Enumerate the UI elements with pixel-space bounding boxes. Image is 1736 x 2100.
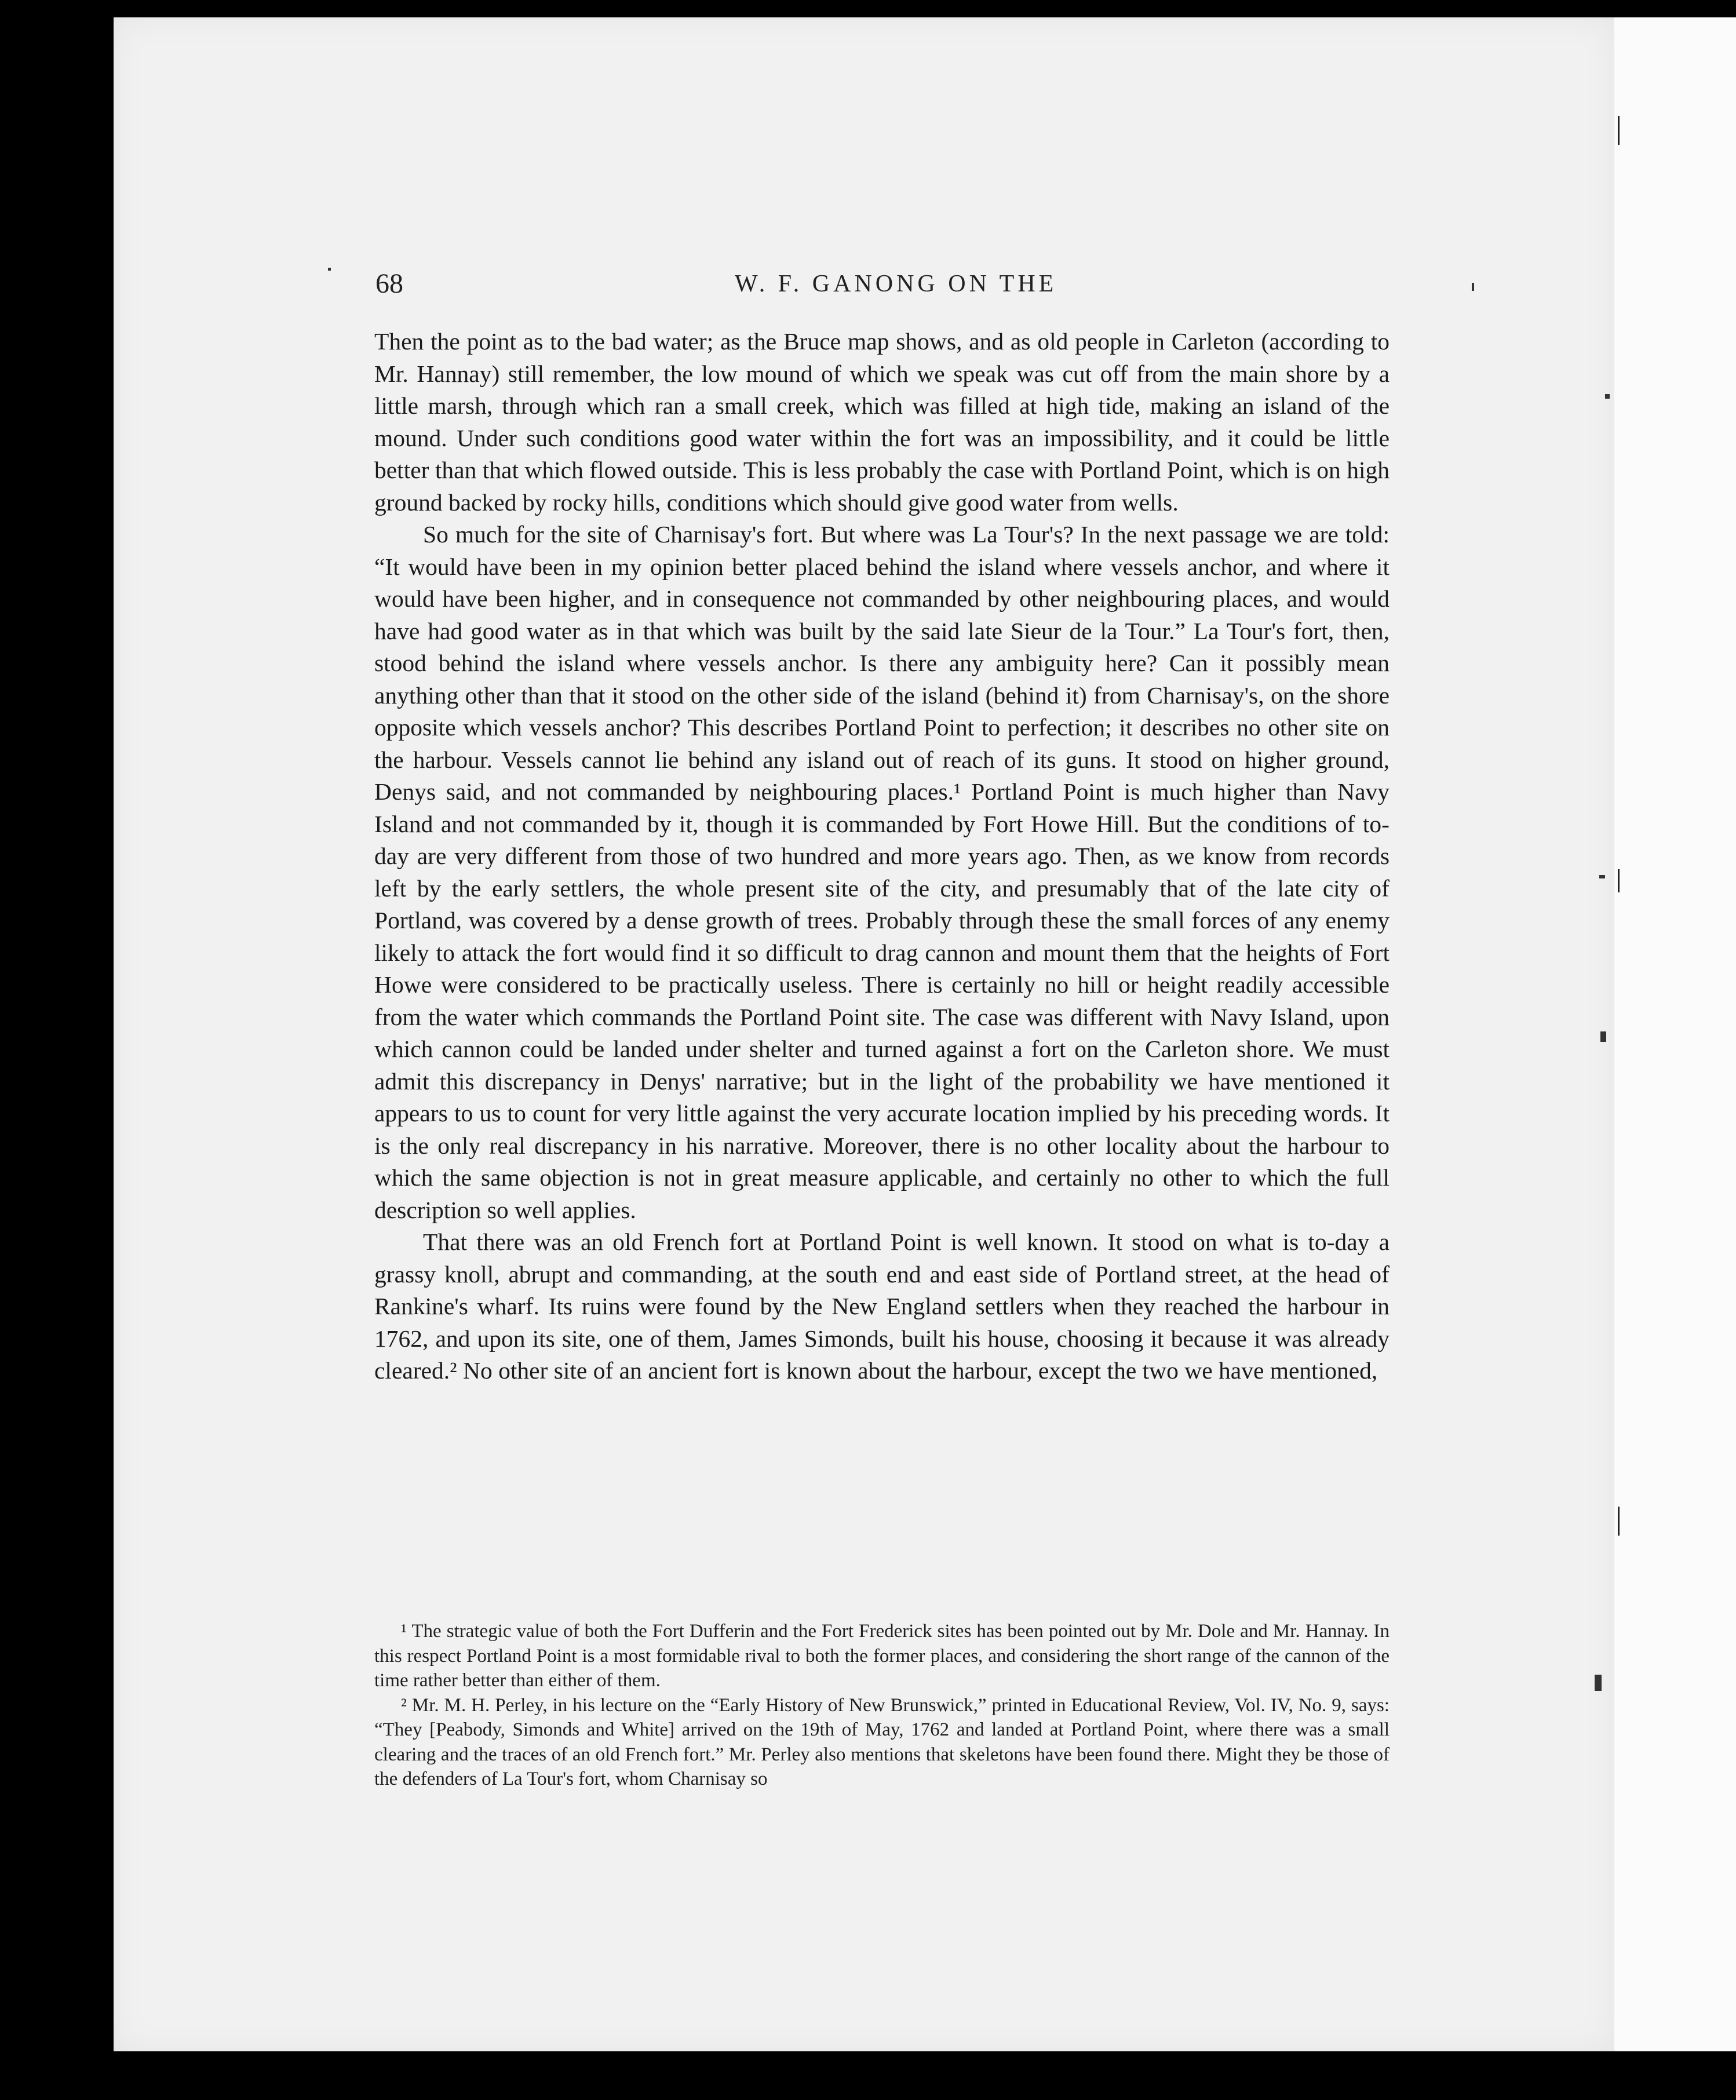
body-text — [374, 326, 1389, 1387]
scan-border-top — [0, 0, 1736, 17]
page-header — [375, 268, 1389, 302]
scan-speck — [1472, 283, 1474, 291]
right-edge-mark — [1618, 1507, 1620, 1536]
scan-border-bottom — [0, 2051, 1736, 2100]
paragraph: Then the point as to the bad water; as the Bruce map shows, and as old people in Carleton (according to Mr. Hannay) still remember, the low mound of which we speak was cut off from the main shore by a little marsh, through which ran a small creek, which was filled at high tide, making an island of the mound. Under such conditions good water within the fort was an impossibility, and it could be little better than that which flowed outside. This is less probably the case with Portland Point, which is on high ground backed by rocky hills, conditions which should give good water from wells. — [374, 328, 1389, 516]
scan-speck — [1605, 394, 1610, 399]
footnote: ² Mr. M. H. Perley, in his lecture on the “Early History of New Brunswick,” printed in Educational Review, Vol. IV, No. 9, says: “They [Peabody, Simonds and White] arrived on the 19th of May, 1762 and landed at Portland Point, where there was a small clearing and the traces of an old French fort.” Mr. Perley also mentions that skeletons have been found there. Might they be those of the defenders of La Tour's fort, whom Charnisay so — [374, 1694, 1389, 1789]
right-edge-mark — [1618, 869, 1620, 892]
footnotes — [374, 1619, 1389, 1792]
scan-speck — [1595, 1675, 1602, 1691]
scan-border-left — [0, 0, 114, 2100]
page-number: 68 — [375, 268, 403, 299]
right-edge-mark — [1618, 116, 1620, 145]
scan-speck — [1600, 1031, 1606, 1042]
scan-speck — [328, 268, 331, 271]
scan-speck — [1599, 875, 1605, 878]
footnote: ¹ The strategic value of both the Fort Dufferin and the Fort Frederick sites has been pointed out by Mr. Dole and Mr. Hannay. In this respect Portland Point is a most formidable rival to both the former places, and considering the short range of the cannon of the time rather better than either of them. — [374, 1621, 1389, 1691]
scan-margin-right — [1614, 17, 1736, 2051]
paragraph: So much for the site of Charnisay's fort. But where was La Tour's? In the next passage we are told: “It would have been in my opinion better placed behind the island where vessels anchor, and where it would have been higher, and in consequence not commanded by other neighbouring places, and would have had good water as in that which was built by the said late Sieur de la Tour.” La Tour's fort, then, stood behind the island where vessels anchor. Is there any ambiguity here? Can it possibly mean anything other than that it stood on the other side of the island (behind it) from Charnisay's, on the shore opposite which vessels anchor? This describes Portland Point to perfection; it describes no other site on the harbour. Vessels cannot lie behind any island out of reach of its guns. It stood on higher ground, Denys said, and not commanded by neighbouring places.¹ Portland Point is much higher than Navy Island and not commanded by it, though it is commanded by Fort Howe Hill. But the conditions of to-day are very different from those of two hundred and more years ago. Then, as we know from records left by the early settlers, the whole present site of the city, and presumably that of the late city of Portland, was covered by a dense growth of trees. Probably through these the small forces of any enemy likely to attack the fort would find it so difficult to drag cannon and mount them that the heights of Fort Howe were considered to be practically useless. There is certainly no hill or height readily accessible from the water which commands the Portland Point site. The case was different with Navy Island, upon which cannon could be landed under shelter and turned against a fort on the Carleton shore. We must admit this discrepancy in Denys' narrative; but in the light of the probability we have mentioned it appears to us to count for very little against the very accurate location implied by his preceding words. It is the only real discrepancy in his narrative. Moreover, there is no other locality about the harbour to which the same objection is not in great measure applicable, and certainly no other to which the full description so well applies. — [374, 521, 1389, 1223]
paragraph: That there was an old French fort at Portland Point is well known. It stood on what is to-day a grassy knoll, abrupt and commanding, at the south end and east side of Portland street, at the head of Rankine's wharf. Its ruins were found by the New England settlers when they reached the harbour in 1762, and upon its site, one of them, James Simonds, built his house, choosing it because it was already cleared.² No other site of an ancient fort is known about the harbour, except the two we have mentioned, — [374, 1228, 1389, 1384]
running-head: W. F. GANONG ON THE — [735, 271, 1057, 297]
